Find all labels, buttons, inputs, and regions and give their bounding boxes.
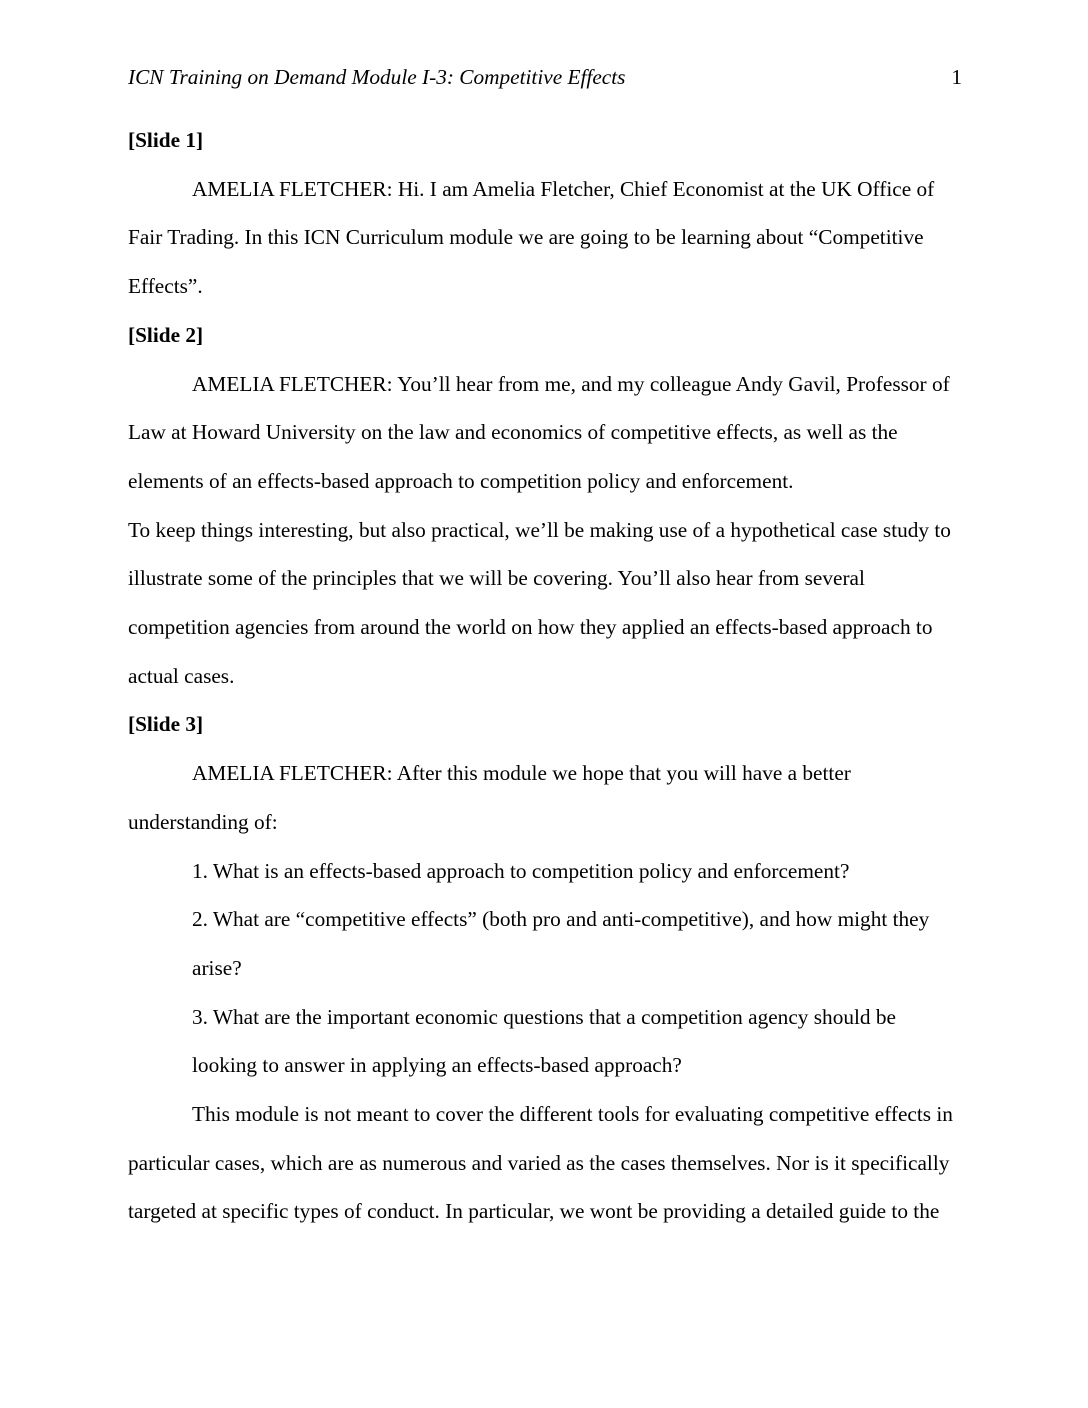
paragraph: To keep things interesting, but also practical, we’ll be making use of a hypothetical case study to illustrate some of the principles that we will be covering. You’ll also hear from several competition agencies from around the world on how they applied an effects-based approach to actual cases.	[128, 517, 951, 688]
paragraph: AMELIA FLETCHER: After this module we hope that you will have a better understanding of:	[128, 761, 851, 834]
paragraph: AMELIA FLETCHER: Hi. I am Amelia Fletcher, Chief Economist at the UK Office of Fair Trading. In this ICN Curriculum module we are going to be learning about “Competitive Effects”.	[128, 176, 935, 299]
slide-heading: [Slide 1]	[128, 128, 204, 152]
paragraph: AMELIA FLETCHER: You’ll hear from me, and my colleague Andy Gavil, Professor of Law at Howard University on the law and economics of competitive effects, as well as the elements of an effects-based approach to competition policy and enforcement.	[128, 371, 950, 493]
page-number: 1	[951, 65, 962, 89]
document-content	[128, 116, 962, 1236]
list-item: 2. What are “competitive effects” (both pro and anti-competitive), and how might they arise?	[192, 907, 930, 980]
list-item: 1. What is an effects-based approach to competition policy and enforcement?	[192, 858, 850, 883]
slide-heading: [Slide 3]	[128, 712, 204, 737]
page-header	[128, 64, 962, 90]
slide-heading: [Slide 2]	[128, 322, 204, 347]
header-title: ICN Training on Demand Module I-3: Competitive Effects	[128, 65, 626, 89]
paragraph: This module is not meant to cover the different tools for evaluating competitive effects in particular cases, which are as numerous and varied as the cases themselves. Nor is it specifically targeted at specific types of conduct. In particular, we wont be providing a detailed guide to the	[128, 1102, 953, 1224]
list-item: 3. What are the important economic questions that a competition agency should be looking to answer in applying an effects-based approach?	[192, 1004, 896, 1078]
